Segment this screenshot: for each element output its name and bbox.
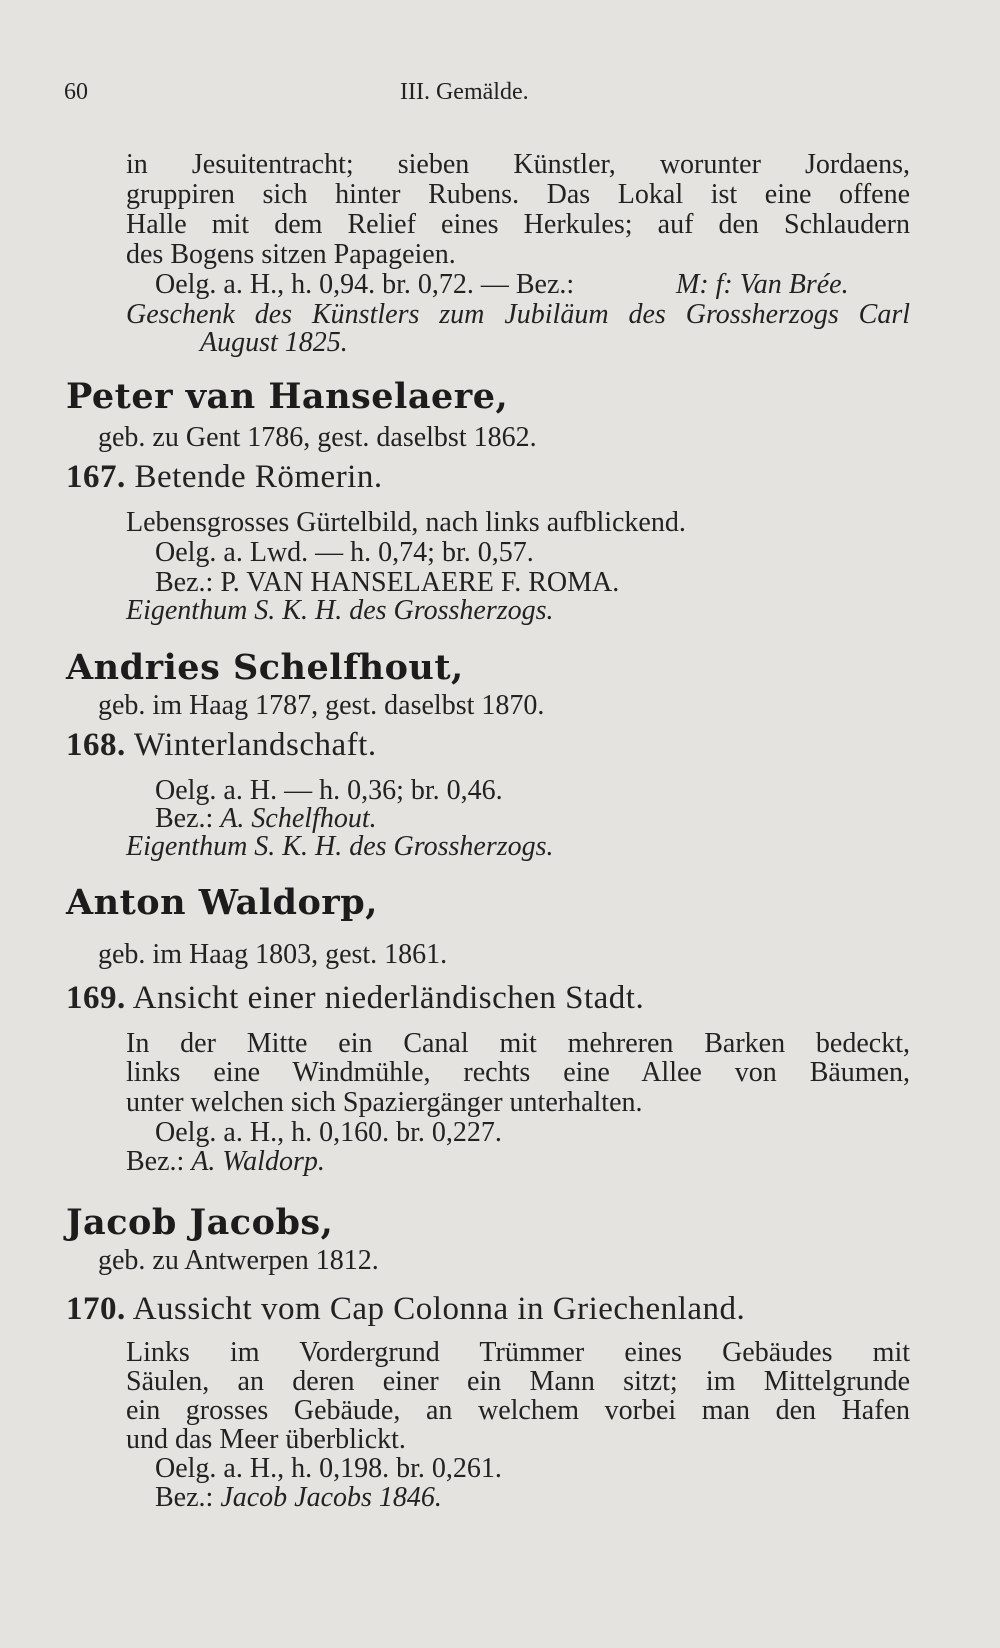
entry-signature: Jacob Jacobs 1846.: [220, 1482, 442, 1513]
entry-title: Winterlandschaft.: [133, 727, 377, 763]
entry-specs: Oelg. a. H., h. 0,198. br. 0,261.: [155, 1453, 502, 1484]
entry-description: ein grosses Gebäude, an welchem vorbei man den Hafen: [126, 1395, 910, 1426]
entry-signature-line: [155, 804, 377, 834]
entry-description: Lebensgrosses Gürtelbild, nach links aufblickend.: [126, 507, 686, 538]
entry-description: Links im Vordergrund Trümmer eines Gebäudes mit: [126, 1337, 910, 1368]
artist-heading: Anton Waldorp,: [66, 882, 378, 923]
entry-number: 169.: [66, 980, 126, 1016]
entry-heading: [66, 727, 377, 763]
intro-provenance: August 1825.: [200, 327, 348, 358]
entry-specs: Oelg. a. Lwd. — h. 0,74; br. 0,57.: [155, 537, 534, 568]
page-number: 60: [64, 79, 88, 105]
entry-description: unter welchen sich Spaziergänger unterhalten.: [126, 1087, 643, 1118]
entry-title: Betende Römerin.: [134, 459, 383, 495]
signature-prefix: Bez.:: [155, 1482, 214, 1513]
artist-bio: geb. im Haag 1787, gest. daselbst 1870.: [98, 690, 545, 721]
artist-bio: geb. zu Antwerpen 1812.: [98, 1245, 379, 1276]
entry-provenance: Eigenthum S. K. H. des Grossherzogs.: [126, 831, 554, 862]
entry-specs: Oelg. a. H. — h. 0,36; br. 0,46.: [155, 775, 503, 806]
running-header: III. Gemälde.: [400, 79, 529, 105]
entry-title: Ansicht einer niederländischen Stadt.: [132, 980, 645, 1016]
entry-number: 167.: [66, 459, 126, 495]
artist-bio: geb. im Haag 1803, gest. 1861.: [98, 939, 448, 970]
entry-signature-line: [155, 1483, 442, 1513]
intro-line: gruppiren sich hinter Rubens. Das Lokal ist eine offene: [126, 179, 910, 210]
entry-number: 168.: [66, 727, 126, 763]
artist-heading: Andries Schelfhout,: [66, 647, 464, 688]
entry-signature-line: [126, 1147, 325, 1177]
entry-signature: P. VAN HANSELAERE F. ROMA.: [220, 567, 620, 598]
signature-prefix: Bez.:: [126, 1146, 185, 1177]
entry-description: links eine Windmühle, rechts eine Allee von Bäumen,: [126, 1057, 910, 1088]
intro-line: in Jesuitentracht; sieben Künstler, worunter Jordaens,: [126, 149, 910, 180]
signature-prefix: Bez.:: [155, 803, 214, 834]
intro-provenance: Geschenk des Künstlers zum Jubiläum des Grossherzogs Carl: [126, 299, 910, 330]
entry-heading: [66, 1291, 745, 1327]
entry-provenance: Eigenthum S. K. H. des Grossherzogs.: [126, 595, 554, 626]
entry-number: 170.: [66, 1291, 126, 1327]
intro-line: Halle mit dem Relief eines Herkules; auf den Schlaudern: [126, 209, 910, 240]
entry-signature: A. Schelfhout.: [220, 803, 377, 834]
entry-specs: Oelg. a. H., h. 0,160. br. 0,227.: [155, 1117, 502, 1148]
entry-signature-line: [155, 568, 619, 598]
intro-line: des Bogens sitzen Papageien.: [126, 239, 456, 270]
entry-description: und das Meer überblickt.: [126, 1424, 406, 1455]
entry-signature: A. Waldorp.: [191, 1146, 325, 1177]
artist-heading: Jacob Jacobs,: [66, 1202, 334, 1243]
intro-signature: M: f: Van Brée.: [676, 269, 849, 300]
signature-prefix: Bez.:: [155, 567, 214, 598]
entry-heading: [66, 459, 383, 495]
entry-heading: [66, 980, 644, 1016]
entry-description: Säulen, an deren einer ein Mann sitzt; im Mittelgrunde: [126, 1366, 910, 1397]
intro-specs: Oelg. a. H., h. 0,94. br. 0,72. — Bez.:: [155, 269, 575, 300]
artist-bio: geb. zu Gent 1786, gest. daselbst 1862.: [98, 422, 537, 453]
entry-title: Aussicht vom Cap Colonna in Griechenland.: [132, 1291, 746, 1327]
artist-heading: Peter van Hanselaere,: [66, 376, 509, 417]
entry-description: In der Mitte ein Canal mit mehreren Barken bedeckt,: [126, 1028, 910, 1059]
